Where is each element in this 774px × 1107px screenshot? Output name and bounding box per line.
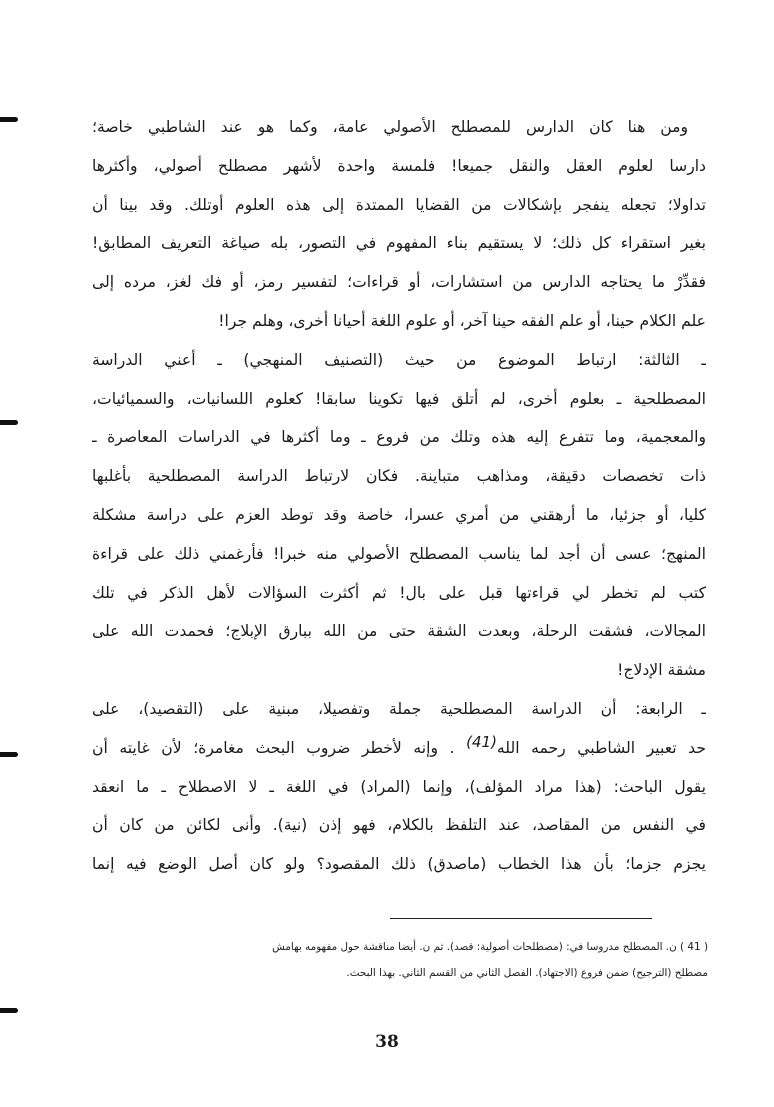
text-line-with-footnote-ref bbox=[92, 729, 706, 768]
text-line: كتب لم تخطر لي قراءتها قبل على بال! ثم أكثرت السؤالات لأهل الذكر في تلك bbox=[92, 583, 706, 602]
text-line: ذات تخصصات دقيقة، ومذاهب متباينة. فكان لارتباط الدراسة المصطلحية بأغلبها bbox=[92, 467, 706, 486]
footnote-reference[interactable]: (41) bbox=[466, 732, 497, 751]
text-line: ـ الرابعة: أن الدراسة المصطلحية جملة وتفصيلا، مبنية على (التقصيد)، على bbox=[92, 699, 706, 718]
footnote-separator bbox=[390, 918, 652, 919]
text-line: كليا، أو جزئيا، ما أرهقني من أمري عسرا، خاصة وقد توطد العزم على دراسة مشكلة bbox=[92, 505, 706, 524]
text-line: في النفس من المقاصد، عند التلفظ بالكلام، فهو إذن (نية). وأنى لكائن من كان أن bbox=[92, 816, 706, 835]
footnote-line: مصطلح (الترجيح) ضمن فروع (الاجتهاد). الفصل الثاني من القسم الثاني. بهذا البحث. bbox=[346, 967, 708, 979]
text-line: ومن هنا كان الدارس للمصطلح الأصولي عامة، وكما هو عند الشاطبي خاصة؛ bbox=[92, 118, 688, 136]
text-segment: . وإنه لأخطر ضروب البحث مغامرة؛ لأن غايته أن bbox=[92, 738, 455, 757]
text-line: بغير استقراء كل ذلك؛ لا يستقيم بناء المفهوم في التصور، بله صياغة التعريف المطابق! bbox=[92, 234, 706, 253]
text-line: فقدِّرْ ما يحتاجه الدارس من استشارات، أو قراءات؛ لتفسير رمز، أو فك لغز، مرده إلى bbox=[92, 273, 706, 292]
text-line: المنهج؛ عسى أن أجد لما يناسب المصطلح الأصولي منه خبرا! فأرغمني ذلك على قراءة bbox=[92, 544, 706, 563]
scan-edge-mark bbox=[0, 752, 18, 757]
scan-edge-mark bbox=[0, 420, 18, 425]
text-line: دارسا لعلوم العقل والنقل جميعا! فلمسة واحدة لأشهر مصطلح أصولي، وأكثرها bbox=[92, 156, 706, 175]
footnote-line: ( 41 ) ن. المصطلح مدروسا في: (مصطلحات أصولية: قصد). ثم ن. أيضا مناقشة حول مفهومه بهامش bbox=[272, 941, 708, 953]
text-line: والمعجمية، وما تتفرع إليه هذه وتلك من فروع ـ وما أكثرها في الدراسات المعاصرة ـ bbox=[92, 428, 706, 447]
text-line: ـ الثالثة: ارتباط الموضوع من حيث (التصنيف المنهجي) ـ أعني الدراسة bbox=[92, 350, 706, 369]
page-number: 38 bbox=[375, 1032, 399, 1052]
text-line: علم الكلام حينا، أو علم الفقه حينا آخر، أو علوم اللغة أحيانا أخرى، وهلم جرا! bbox=[218, 311, 706, 330]
text-line: يجزم جزما؛ بأن هذا الخطاب (ماصدق) ذلك المقصود؟ ولو كان أصل الوضع فيه إنما bbox=[92, 855, 706, 874]
scan-edge-mark bbox=[0, 1008, 18, 1013]
text-line: المصطلحية ـ بعلوم أخرى، لم أتلق فيها تكوينا سابقا! كعلوم اللسانيات، والسميائيات، bbox=[92, 389, 706, 408]
text-line: المجالات، فشقت الرحلة، وبعدت الشقة حتى من الله ببارق الإبلاج؛ فحمدت الله على bbox=[92, 622, 706, 641]
text-segment: حد تعبير الشاطبي رحمه الله bbox=[496, 738, 706, 757]
footnotes bbox=[88, 934, 708, 986]
text-line: يقول الباحث: (هذا مراد المؤلف)، وإنما (المراد) في اللغة ـ لا الاصطلاح ـ ما انعقد bbox=[92, 777, 706, 796]
text-line: مشقة الإدلاج! bbox=[617, 661, 706, 680]
body-text bbox=[92, 108, 706, 884]
scan-edge-mark bbox=[0, 117, 18, 122]
text-line: تداولا؛ تجعله ينفجر بإشكالات من القضايا الممتدة إلى هذه العلوم أوتلك. وقد بينا أن bbox=[92, 195, 706, 214]
